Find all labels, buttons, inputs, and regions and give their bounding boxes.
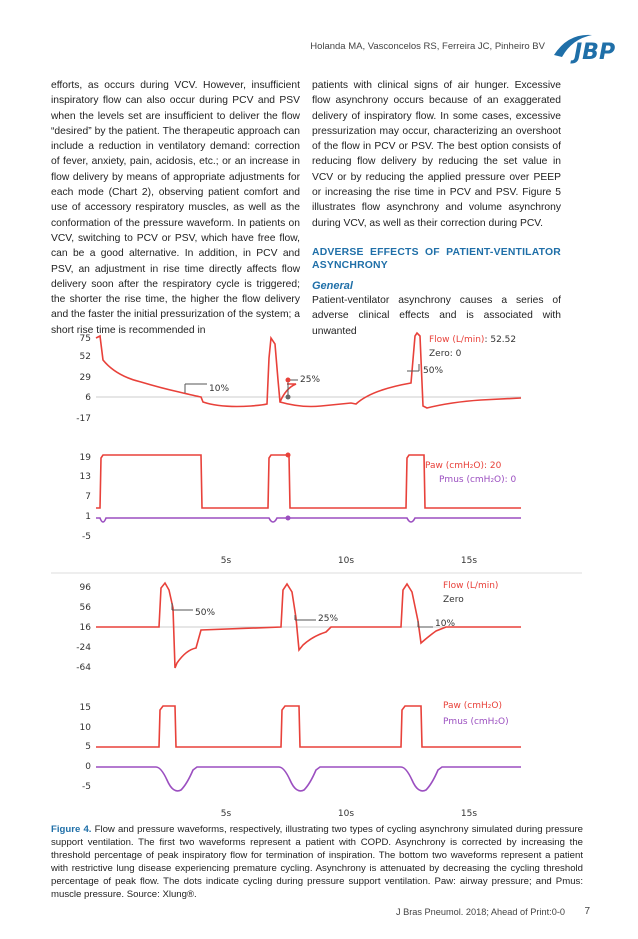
p2-ytick-3: 7	[85, 492, 91, 502]
caption-label: Figure 4.	[51, 824, 92, 835]
right-column	[312, 78, 561, 339]
xtick-bottom-15s: 15s	[460, 809, 478, 818]
p1-legend-zero: Zero: 0	[429, 349, 462, 359]
p3-ytick-3: 16	[79, 623, 91, 633]
p1-ytick-3: 29	[79, 373, 91, 383]
p3-annot-25: 25%	[318, 614, 339, 624]
panel-flow-restrictive	[76, 581, 521, 673]
p3-ytick-1: 96	[79, 583, 91, 593]
p2-legend-pmus: Pmus (cmH₂O): 0	[439, 475, 517, 485]
panel-pressure-copd	[80, 453, 521, 543]
p1-ytick-4: 6	[85, 393, 91, 403]
p2-ytick-2: 13	[79, 472, 91, 482]
subheading: General	[312, 279, 353, 292]
p2-ytick-5: -5	[82, 532, 91, 542]
panel-pressure-restrictive	[80, 701, 521, 792]
p4-legend-paw: Paw (cmH₂O)	[443, 701, 502, 711]
xtick-bottom-5s: 5s	[220, 809, 232, 818]
p1-ytick-2: 52	[79, 352, 91, 362]
page-number: 7	[584, 906, 590, 917]
figure-4	[51, 318, 582, 818]
p4-ytick-2: 10	[79, 723, 91, 733]
p3-legend-zero: Zero	[443, 595, 464, 605]
logo-text: JBP	[574, 40, 616, 65]
p1-cycle-dot-2	[286, 395, 291, 400]
section-heading: ADVERSE EFFECTS OF PATIENT-VENTILATOR ASYNCHRONY	[312, 246, 561, 271]
p1-annot-10: 10%	[209, 384, 230, 394]
p4-legend-pmus: Pmus (cmH₂O)	[443, 717, 509, 727]
p3-ytick-4: -24	[76, 643, 91, 653]
p1-ytick-5: -17	[76, 414, 91, 424]
p1-annot-25: 25%	[300, 375, 321, 385]
p2-cycle-dot-1	[286, 453, 291, 458]
journal-footer: J Bras Pneumol. 2018; Ahead of Print:0-0	[395, 907, 565, 917]
p2-ytick-4: 1	[85, 512, 91, 522]
caption-text: Flow and pressure waveforms, respectively, illustrating two types of cycling asynchrony simulated during pressure support ventilation. The first two waveforms represent a patient with COPD. Asynchrony is corrected by increasing the threshold percentage of peak inspiratory flow for termination of inspiration. The bottom two waveforms represent a patient with restrictive lung disease experiencing premature cycling. Asynchrony is attenuated by decreasing the cycling threshold percentage of peak flow. The dots indicate cycling during pressure support ventilation. Paw: airway pressure; and Pmus: muscle pressure. Source: Xlung®.	[51, 824, 584, 900]
right-paragraph-2: Patient-ventilator asynchrony causes a series of adverse clinical effects and is associated with unwanted	[312, 294, 561, 337]
p1-legend-flow: Flow (L/min): 52.52	[429, 335, 517, 345]
p1-ytick-1: 75	[79, 334, 91, 344]
panel-flow-copd	[76, 333, 521, 424]
p2-legend-paw: Paw (cmH₂O): 20	[425, 461, 502, 471]
p4-ytick-1: 15	[79, 703, 91, 713]
x-axis-top	[221, 556, 478, 566]
p3-annot-50: 50%	[195, 608, 216, 618]
p4-ytick-5: -5	[82, 782, 91, 792]
p2-pmus-trace	[96, 518, 521, 522]
right-paragraph-1: patients with clinical signs of air hunger. Excessive flow asynchrony occurs because of an exaggerated delivery of inspiratory flow. In some cases, excessive pressurization may occur, characterizing an overshoot of the flow in PCV or PSV. The best option consists of reducing flow delivery by reducing the set value in VCV or by reducing the applied pressure over PEEP or increasing the rise time in PCV and PSV. Figure 5 illustrates flow asynchrony and volume asynchrony during VCV, as well as their correction during PCV.	[312, 80, 561, 229]
running-header: Holanda MA, Vasconcelos RS, Ferreira JC, Pinheiro BV	[310, 41, 545, 52]
p4-pmus-trace	[96, 767, 521, 791]
p3-ytick-2: 56	[79, 603, 91, 613]
left-paragraph: efforts, as occurs during VCV. However, insufficient inspiratory flow can also occur during PCV and PSV when the levels set are insufficient to deliver the flow “desired” by the patient. The therapeutic approach can include a reduction in ventilatory demand: correction of fever, anxiety, pain, acidosis, etc.; or an increase in flow delivery by means of appropriate adjustments for each mode (Chart 2), observing patient comfort and use of accessory respiratory muscles, as well as the conformation of the pressure waveform. In patients on VCV, switching to PCV or PSV, which have free flow, can be a good alternative. In addition, in PCV and PSV, an adjustment in rise time directly affects flow delivery soon after the respiratory cycle is triggered; the shorter the rise time, the higher the flow delivery and the faster the initial pressurization of the system; a short rise time is recommended in	[51, 80, 300, 336]
xtick-top-10s: 10s	[337, 556, 355, 566]
p2-cycle-dot-2	[286, 516, 291, 521]
p4-ytick-3: 5	[85, 742, 91, 752]
left-column	[51, 78, 300, 338]
p4-ytick-4: 0	[85, 762, 91, 772]
jbp-logo	[552, 27, 616, 67]
xtick-top-5s: 5s	[220, 556, 232, 566]
xtick-bottom-10s: 10s	[337, 809, 355, 818]
p2-ytick-1: 19	[79, 453, 91, 463]
xtick-top-15s: 15s	[460, 556, 478, 566]
x-axis-bottom	[221, 809, 478, 818]
p3-annot-10: 10%	[435, 619, 456, 629]
p1-cycle-dot-1	[286, 378, 291, 383]
p1-annot-50: 50%	[423, 366, 444, 376]
p3-ytick-5: -64	[76, 663, 91, 673]
figure-caption	[51, 823, 583, 901]
p3-legend-flow: Flow (L/min)	[443, 581, 499, 591]
